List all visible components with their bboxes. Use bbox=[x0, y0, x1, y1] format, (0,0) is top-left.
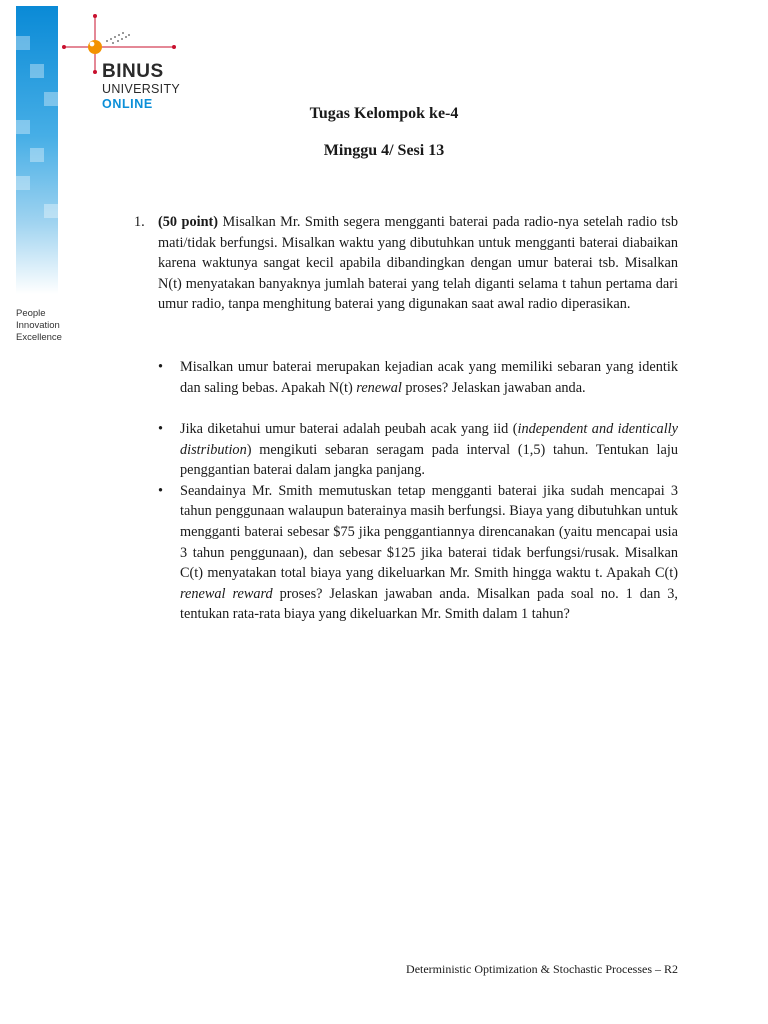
bullet-item-1 bbox=[158, 357, 678, 398]
bullet-item-2 bbox=[158, 419, 678, 481]
question-number: 1. bbox=[134, 214, 145, 230]
bullet-list-continued bbox=[158, 419, 678, 625]
brand-online: ONLINE bbox=[102, 96, 153, 111]
page-title: Tugas Kelompok ke-4 bbox=[309, 105, 459, 122]
question-body: Misalkan Mr. Smith segera mengganti baterai pada radio-nya setelah radio tsb mati/tidak berfungsi. Misalkan waktu yang dibutuhkan untuk mengganti baterai diabaikan karena waktunya sangat kecil apabila dibandingkan dengan umur baterai tsb. Misalkan N(t) menyatakan banyaknya jumlah baterai yang telah diganti selama t tahun pertama dari umur radio, tanpa menghitung baterai yang digunakan saat awal radio diperasikan. bbox=[158, 214, 678, 313]
tagline-innovation: Innovation bbox=[16, 320, 60, 331]
bullet-1-text-end: proses? Jelaskan jawaban anda. bbox=[401, 379, 586, 396]
brand-binus: BINUS bbox=[102, 61, 164, 82]
bullet-1-emphasis: renewal bbox=[356, 379, 402, 396]
question-points: (50 point) bbox=[158, 214, 219, 230]
bullet-item-3 bbox=[158, 481, 678, 625]
tagline-excellence: Excellence bbox=[16, 332, 62, 343]
brand-university: UNIVERSITY bbox=[102, 82, 181, 96]
page-subtitle: Minggu 4/ Sesi 13 bbox=[323, 142, 445, 159]
brand-wordmark bbox=[102, 62, 180, 110]
bullet-3-text-end: proses? Jelaskan jawaban anda. Misalkan pada soal no. 1 dan 3, tentukan rata-rata biaya yang dikeluarkan Mr. Smith dalam 1 tahun? bbox=[180, 585, 678, 623]
bullet-symbol: • bbox=[158, 421, 164, 437]
bullet-3-emphasis: renewal reward bbox=[180, 585, 273, 602]
bullet-list bbox=[158, 357, 678, 398]
question-1 bbox=[134, 212, 678, 315]
bullet-symbol: • bbox=[158, 482, 164, 499]
bullet-1-text: Misalkan umur baterai merupakan kejadian acak yang memiliki sebaran yang identik dan saling bebas. Apakah N(t) bbox=[180, 359, 678, 396]
tagline bbox=[16, 308, 62, 344]
bullet-3-text: Seandainya Mr. Smith memutuskan tetap mengganti baterai jika sudah mencapai 3 tahun penggunaan walaupun baterainya masih berfungsi. Biaya yang dibutuhkan untuk mengganti baterai sebesar $75 jika penggantiannya direncanakan (yaitu mencapai usia 3 tahun penggunaan), dan sebesar $125 jika baterai tidak berfungsi/rusak. Misalkan C(t) menyatakan total biaya yang dikeluarkan Mr. Smith hingga waktu t. Apakah C(t) bbox=[180, 482, 678, 582]
bullet-2-text: Jika diketahui umur baterai adalah peubah acak yang iid ( bbox=[180, 421, 518, 437]
tagline-people: People bbox=[16, 308, 46, 319]
bullet-2-emphasis: independent and identically distribution bbox=[180, 421, 678, 458]
question-text bbox=[158, 212, 678, 315]
bullet-symbol: • bbox=[158, 359, 164, 375]
page-footer: Deterministic Optimization & Stochastic Processes – R2 bbox=[406, 962, 678, 976]
bullet-2-text-end: ) mengikuti sebaran seragam pada interval (1,5) tahun. Tentukan laju penggantian baterai dalam jangka panjang. bbox=[180, 441, 678, 479]
